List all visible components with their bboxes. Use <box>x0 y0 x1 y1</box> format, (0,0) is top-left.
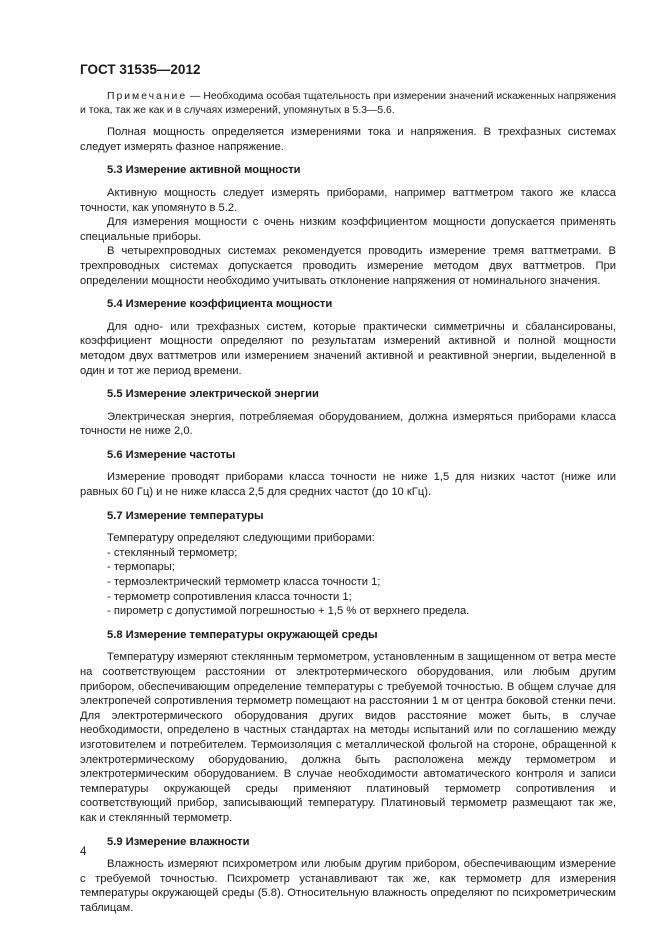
section-5-3-paragraph-2: Для измерения мощности с очень низким коэффициентом мощности допускается применять специальные приборы. <box>80 216 616 243</box>
list-item: - термоэлектрический термометр класса точности 1; <box>107 576 381 589</box>
note-text: Необходима особая тщательность при измерении значений искаженных напряжения и тока, так же как и в случаях измерений, упомянутых в 5.3—5.6. <box>80 91 616 116</box>
section-5-5-title: 5.5 Измерение электрической энергии <box>107 388 319 401</box>
section-5-5-paragraph-1: Электрическая энергия, потребляемая оборудованием, должна измеряться приборами класса точности не ниже 2,0. <box>80 410 616 438</box>
note-paragraph <box>80 90 616 117</box>
list-item: - пирометр с допустимой погрешностью + 1,5 % от верхнего предела. <box>107 605 470 618</box>
section-5-8-paragraph-1: Температуру измеряют стеклянным термометром, установленным в защищенном от ветра месте на соответствующем расстоянии от электротермического оборудования, или любым другим прибором, обеспечивающим определение температуры с требуемой точностью. В общем случае для электропечей сопротивления термометр помещают на расстоянии 1 м от центра боковой стенки печи. Для электротермического оборудования других видов расстояние может быть, в случае необходимости, определено в частных стандартах на методы испытаний или по соглашению между изготовителем и потребителем. Термоизоляция с металлической фольгой на стороне, обращенной к электротермическому оборудованию, должна быть расположена между термометром и электротермическим оборудованием. В случае необходимости автоматического контроля и записи температуры окружающей среды применяют платиновый термометр сопротивления и соответствующий прибор, записывающий температуру. Платиновый термометр размещают так же, как и стеклянный термометр. <box>80 651 616 824</box>
note-dash: — <box>187 91 204 102</box>
section-5-3-title: 5.3 Измерение активной мощности <box>107 164 301 177</box>
section-5-9-title: 5.9 Измерение влажности <box>107 835 250 848</box>
document-body <box>80 90 616 916</box>
section-5-6-title: 5.6 Измерение частоты <box>107 448 236 461</box>
section-5-7-title: 5.7 Измерение температуры <box>107 509 264 522</box>
intro-paragraph: Полная мощность определяется измерениями тока и напряжения. В трехфазных системах следует измерять фазное напряжение. <box>80 126 616 153</box>
page-number: 4 <box>80 846 87 858</box>
document-header: ГОСТ 31535—2012 <box>80 62 201 77</box>
section-5-6-paragraph-1: Измерение проводят приборами класса точности не ниже 1,5 для низких частот (ниже или равных 60 Гц) и не ниже класса 2,5 для средних частот (до 10 кГц). <box>80 471 616 499</box>
section-5-3-paragraph-1: Активную мощность следует измерять приборами, например ваттметром такого же класса точности, как упомянуто в 5.2. <box>80 186 616 214</box>
section-5-9-paragraph-1: Влажность измеряют психрометром или любым другим прибором, обеспечивающим измерение с требуемой точностью. Психрометр устанавливают так же, как термометр для измерения температуры окружающей среды (5.8). Относительную влажность определяют по психрометрическим таблицам. <box>80 858 616 914</box>
list-item: - термометр сопротивления класса точности 1; <box>107 590 352 603</box>
note-label: Примечание <box>107 91 188 102</box>
list-item: - термопары; <box>107 561 175 574</box>
section-5-4-title: 5.4 Измерение коэффициента мощности <box>107 298 333 311</box>
section-5-3-paragraph-3: В четырехпроводных системах рекомендуется проводить измерение тремя ваттметрами. В трехпроводных системах допускается проводить измерение методом двух ваттметров. При определении мощности необходимо учитывать отклонение напряжения от номинального значения. <box>80 245 616 287</box>
section-5-8-title: 5.8 Измерение температуры окружающей среды <box>107 628 378 641</box>
list-item: - стеклянный термометр; <box>107 546 238 559</box>
section-5-4-paragraph-1: Для одно- или трехфазных систем, которые практически симметричны и сбалансированы, коэффициент мощности определяют по результатам измерений активной и полной мощности методом двух ваттметров или измерением значений активной и реактивной энергии, выделенной в один и тот же период времени. <box>80 320 616 377</box>
section-5-7-paragraph-1: Температуру определяют следующими приборами: <box>107 532 375 545</box>
